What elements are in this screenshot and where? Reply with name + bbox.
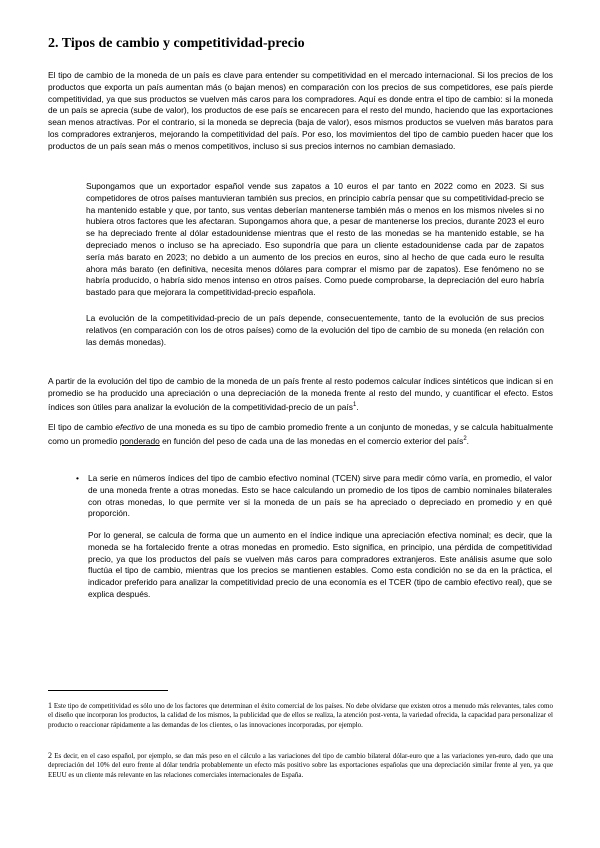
section-heading: 2. Tipos de cambio y competitividad-precio: [48, 36, 305, 51]
paragraph-general: Por lo general, se calcula de forma que un aumento en el índice indique una apreciación efectiva nominal; es decir, que la moneda se ha fortalecido frente a otras monedas en promedio. Esto significa, en principio, una pérdida de competitividad precio, ya que los productos del país se vuelven más caros para compradores extranjeros. Este análisis asume que solo fluctúa el tipo de cambio, mientras que los precios se mantienen estables. Como esta condición no se da en la práctica, el indicador preferido para analizar la competitividad precio de una economía es el TCER (tipo de cambio efectivo real), que se explica después.: [88, 530, 552, 599]
footnote-ref-2[interactable]: 2: [463, 435, 467, 442]
paragraph-effective-rate: [48, 422, 553, 447]
footnote-1-number: 1: [48, 701, 52, 710]
underlined-ponderado: ponderado: [119, 435, 160, 446]
example-paragraph: Supongamos que un exportador español vende sus zapatos a 10 euros el par tanto en 2022 como en 2023. Si sus competidores de otros países mantuvieran también sus precios, en principio cabría pensar que su competitividad-precio se ha mantenido estable y que, por tanto, sus ventas deberían mantenerse también más o menos en los mismos niveles si no hubiera otros factores que les afectaran. Supongamos ahora que, a pesar de mantenerse los precios, durante 2023 el euro se ha depreciado frente al dólar estadounidense mientras que el resto de las monedas se ha mantenido estable, se ha depreciado menos o incluso se ha apreciado. Eso supondría que para un cliente estadounidense cada par de zapatos sería más barato en 2023; no debido a un aumento de los precios en euros, sino al hecho de que cada euro le resulta ahora más barato (en definitiva, necesita menos dólares para comprar el mismo par de zapatos). Ese fenómeno no se habría producido, o habría sido menos intenso en otros países. Como puede comprobarse, la depreciación del euro habría bastado para que mejorara la competitividad-precio española.: [86, 181, 544, 298]
text-segment: .: [466, 435, 469, 446]
example-block: [86, 181, 544, 348]
text-segment: El tipo de cambio: [48, 422, 116, 432]
bullet-item-tcen: • La serie en números índices del tipo de cambio efectivo nominal (TCEN) sirve para medir cómo varía, en promedio, el valor de una moneda frente a otras monedas. Esto se hace calculando un promedio de los tipos de cambio nominales bilaterales con otras monedas, lo que permite ver si la moneda de un país se ha apreciado o depreciado en promedio y en qué proporción.: [76, 473, 552, 520]
paragraph-indices: A partir de la evolución del tipo de cambio de la moneda de un país frente al resto podemos calcular índices sintéticos que indican si en promedio se ha producido una apreciación o una depreciación de la moneda frente al resto del mundo, y cuantificar el efecto. Estos índices son útiles para analizar la evolución de la competitividad-precio de un país$^1$.: [48, 376, 553, 412]
footnote-ref-1[interactable]: 1: [352, 401, 357, 408]
example-conclusion: La evolución de la competitividad-precio de un país depende, consecuentemente, tanto de la evolución de sus precios relativos (en comparación con los de otros países) como de la evolución del tipo de cambio de su moneda (en relación con las demás monedas).: [86, 312, 544, 347]
footnote-1-text: Este tipo de competitividad es sólo uno de los factores que determinan el éxito comercial de los países. No debe olvidarse que existen otros a menudo más relevantes, tales como el diseño que incorporan los productos, la calidad de los mismos, la publicidad que de ellos se realiza, la atención post-venta, la variedad ofrecida, la capacidad para personalizar el producto o reaccionar rápidamente a las demandas de los clientes, o las innovaciones incorporadas, por ejemplo.: [48, 702, 554, 729]
paragraph-indices-text: A partir de la evolución del tipo de cambio de la moneda de un país frente al resto podemos calcular índices sintéticos que indican si en promedio se ha producido una apreciación o una depreciación de la moneda frente al resto del mundo, y cuantificar el efecto. Estos índices son útiles para analizar la evolución de la competitividad-precio de un país: [48, 376, 553, 412]
footnote-2-text: Es decir, en el caso español, por ejemplo, se dan más peso en el cálculo a las variaciones del tipo de cambio bilateral dólar-euro que a las variaciones yen-euro, dado que una depreciación del 10% del euro frente al dólar tendría probablemente un efecto más positivo sobre las exportaciones españolas que una depreciación similar frente al yen, ya que EEUU es un cliente más relevante en las relaciones comerciales internacionales de España.: [48, 752, 553, 779]
text-segment: en función del peso de cada una de las monedas en el comercio exterior del país: [159, 435, 464, 446]
paragraph-intro: El tipo de cambio de la moneda de un país es clave para entender su competitividad en el mercado internacional. Si los precios de los productos que exporta un país aumentan más (o bajan menos) en comparación con los precios de sus competidores, ese país pierde competitividad, ya que sus productos se vuelven más caros para los compradores. Aquí es donde entra el tipo de cambio: si la moneda de un país se aprecia (sube de valor), los productos de ese país se encarecen para el resto del mundo, haciendo que las exportaciones sean menos atractivas. Por el contrario, si la moneda se deprecia (baja de valor), esos mismos productos se vuelven más baratos para los compradores extranjeros, mejorando la competitividad del país. Por eso, los movimientos del tipo de cambio pueden hacer que los productos de un país sean más o menos competitivos, incluso si sus precios internos no cambian demasiado.: [48, 70, 553, 151]
footnote-divider: [48, 690, 168, 691]
footnote-2: [48, 752, 553, 780]
bullet-list: [76, 473, 552, 520]
footnote-2-number: 2: [48, 751, 52, 760]
footnote-1: [48, 702, 553, 730]
text-segment: de una moneda es su tipo de cambio promedio frente a un conjunto de monedas, y se calcula habitualmente como un promedio: [48, 422, 553, 446]
emphasis-efectivo: efectivo: [115, 422, 145, 432]
